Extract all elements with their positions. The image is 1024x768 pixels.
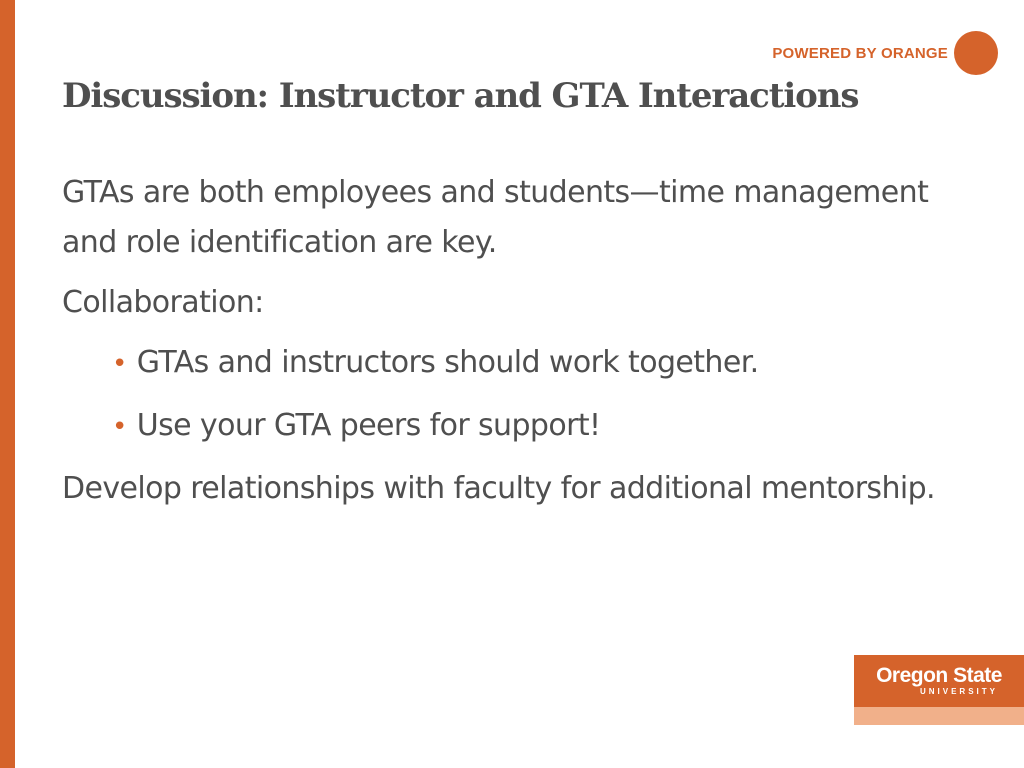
- powered-by-orange-badge: [772, 30, 998, 76]
- collaboration-list: [112, 338, 962, 452]
- slide-body: [62, 168, 962, 524]
- bullet-icon: •: [112, 412, 127, 442]
- bullet-icon: •: [112, 349, 127, 379]
- list-item: [112, 338, 962, 389]
- paragraph-collaboration: Collaboration:: [62, 285, 264, 320]
- list-item: [112, 401, 962, 452]
- orange-circle-icon: [954, 31, 998, 75]
- slide-title: Discussion: Instructor and GTA Interactions: [62, 76, 859, 116]
- powered-by-text: POWERED BY ORANGE: [772, 44, 948, 62]
- oregon-state-logo: [854, 655, 1024, 725]
- paragraph-faculty-mentorship: Develop relationships with faculty for additional mentorship.: [62, 471, 935, 506]
- logo-box: [854, 655, 1024, 707]
- logo-name: Oregon State: [876, 664, 1002, 687]
- paragraph-gtas-roles: GTAs are both employees and students—time management and role identification are key.: [62, 175, 929, 260]
- logo-subtitle: UNIVERSITY: [919, 687, 998, 696]
- accent-bar: [0, 0, 15, 768]
- list-item-text: Use your GTA peers for support!: [136, 408, 601, 443]
- list-item-text: GTAs and instructors should work together.: [136, 345, 759, 380]
